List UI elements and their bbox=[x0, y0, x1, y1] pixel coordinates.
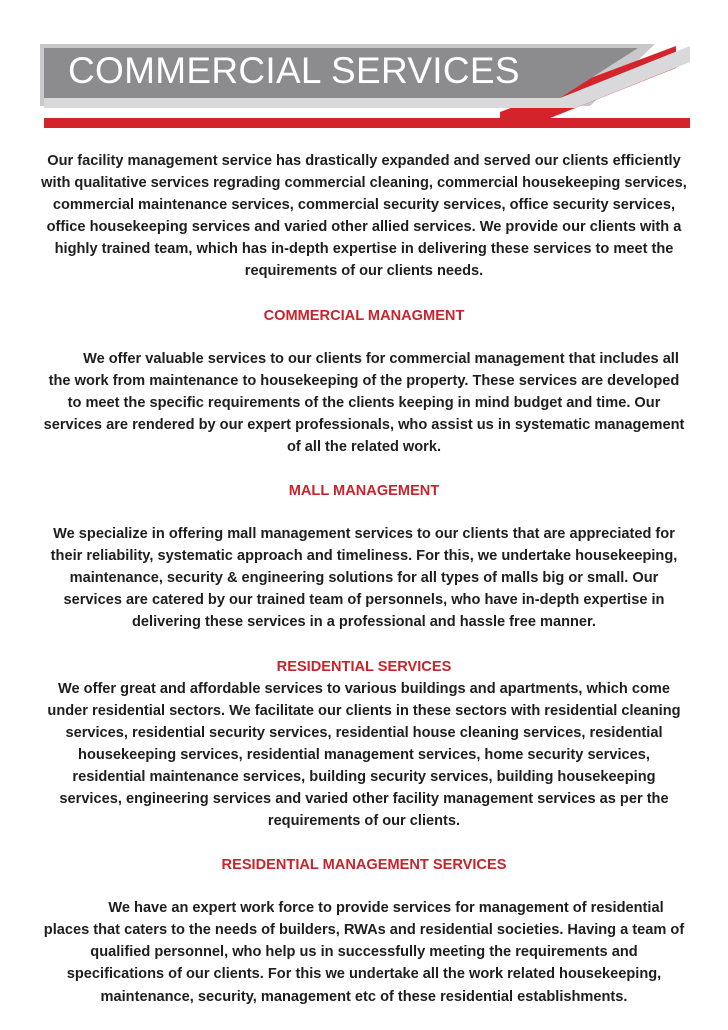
section-text-residential-services bbox=[40, 678, 688, 833]
main-content bbox=[40, 150, 688, 1008]
section-text-residential-management bbox=[40, 897, 688, 1007]
section-text-mall-management bbox=[40, 523, 688, 633]
header-banner bbox=[0, 0, 728, 140]
mall-management-text: We specialize in offering mall management services to our clients that are appreciated for their reliability, systematic approach and timeliness. For this, we undertake housekeeping, maintenance, security & engineering solutions for all types of malls big or small. Our services are catered by our trained team of personnels, who have in-depth expertise in delivering these services in a professional and hassle free manner. bbox=[50, 526, 678, 631]
banner-title: COMMERCIAL SERVICES bbox=[68, 50, 520, 91]
banner-red-bar bbox=[44, 118, 690, 128]
section-heading-residential-management: RESIDENTIAL MANAGEMENT SERVICES bbox=[221, 857, 507, 874]
section-heading-commercial-management: COMMERCIAL MANAGMENT bbox=[263, 307, 465, 324]
intro-paragraph bbox=[40, 150, 688, 283]
commercial-management-text: We offer valuable services to our clients for commercial management that includes all the work from maintenance to housekeeping of the property. These services are developed to meet the specific requirements of the clients keeping in mind budget and time. Our services are rendered by our expert professionals, who assist us in systematic management of all the related work. bbox=[43, 350, 685, 455]
section-heading-mall-management: MALL MANAGEMENT bbox=[288, 483, 440, 500]
intro-text: Our facility management service has drastically expanded and served our clients efficiently with qualitative services regrading commercial cleaning, commercial housekeeping services, commercial maintenance services, commercial security services, office security services, office housekeeping services and varied other allied services. We provide our clients with a highly trained team, which has in-depth expertise in delivering these services to meet the requirements of our clients needs. bbox=[41, 153, 687, 280]
section-text-commercial-management bbox=[40, 348, 688, 458]
section-heading-residential-services: RESIDENTIAL SERVICES bbox=[276, 658, 452, 675]
residential-management-text: We have an expert work force to provide services for management of residential places that caters to the needs of builders, RWAs and residential societies. Having a team of qualified personnel, who help us in successfully meeting the requirements and specifications of our clients. For this we undertake all the work related housekeeping, maintenance, security, management etc of these residential establishments. bbox=[43, 900, 685, 1005]
residential-services-text: We offer great and affordable services to various buildings and apartments, which come under residential sectors. We facilitate our clients in these sectors with residential cleaning services, residential security services, residential house cleaning services, residential housekeeping services, residential management services, home security services, residential maintenance services, building security services, building housekeeping services, engineering services and varied other facility management services as per the requirements of our clients. bbox=[47, 680, 681, 830]
